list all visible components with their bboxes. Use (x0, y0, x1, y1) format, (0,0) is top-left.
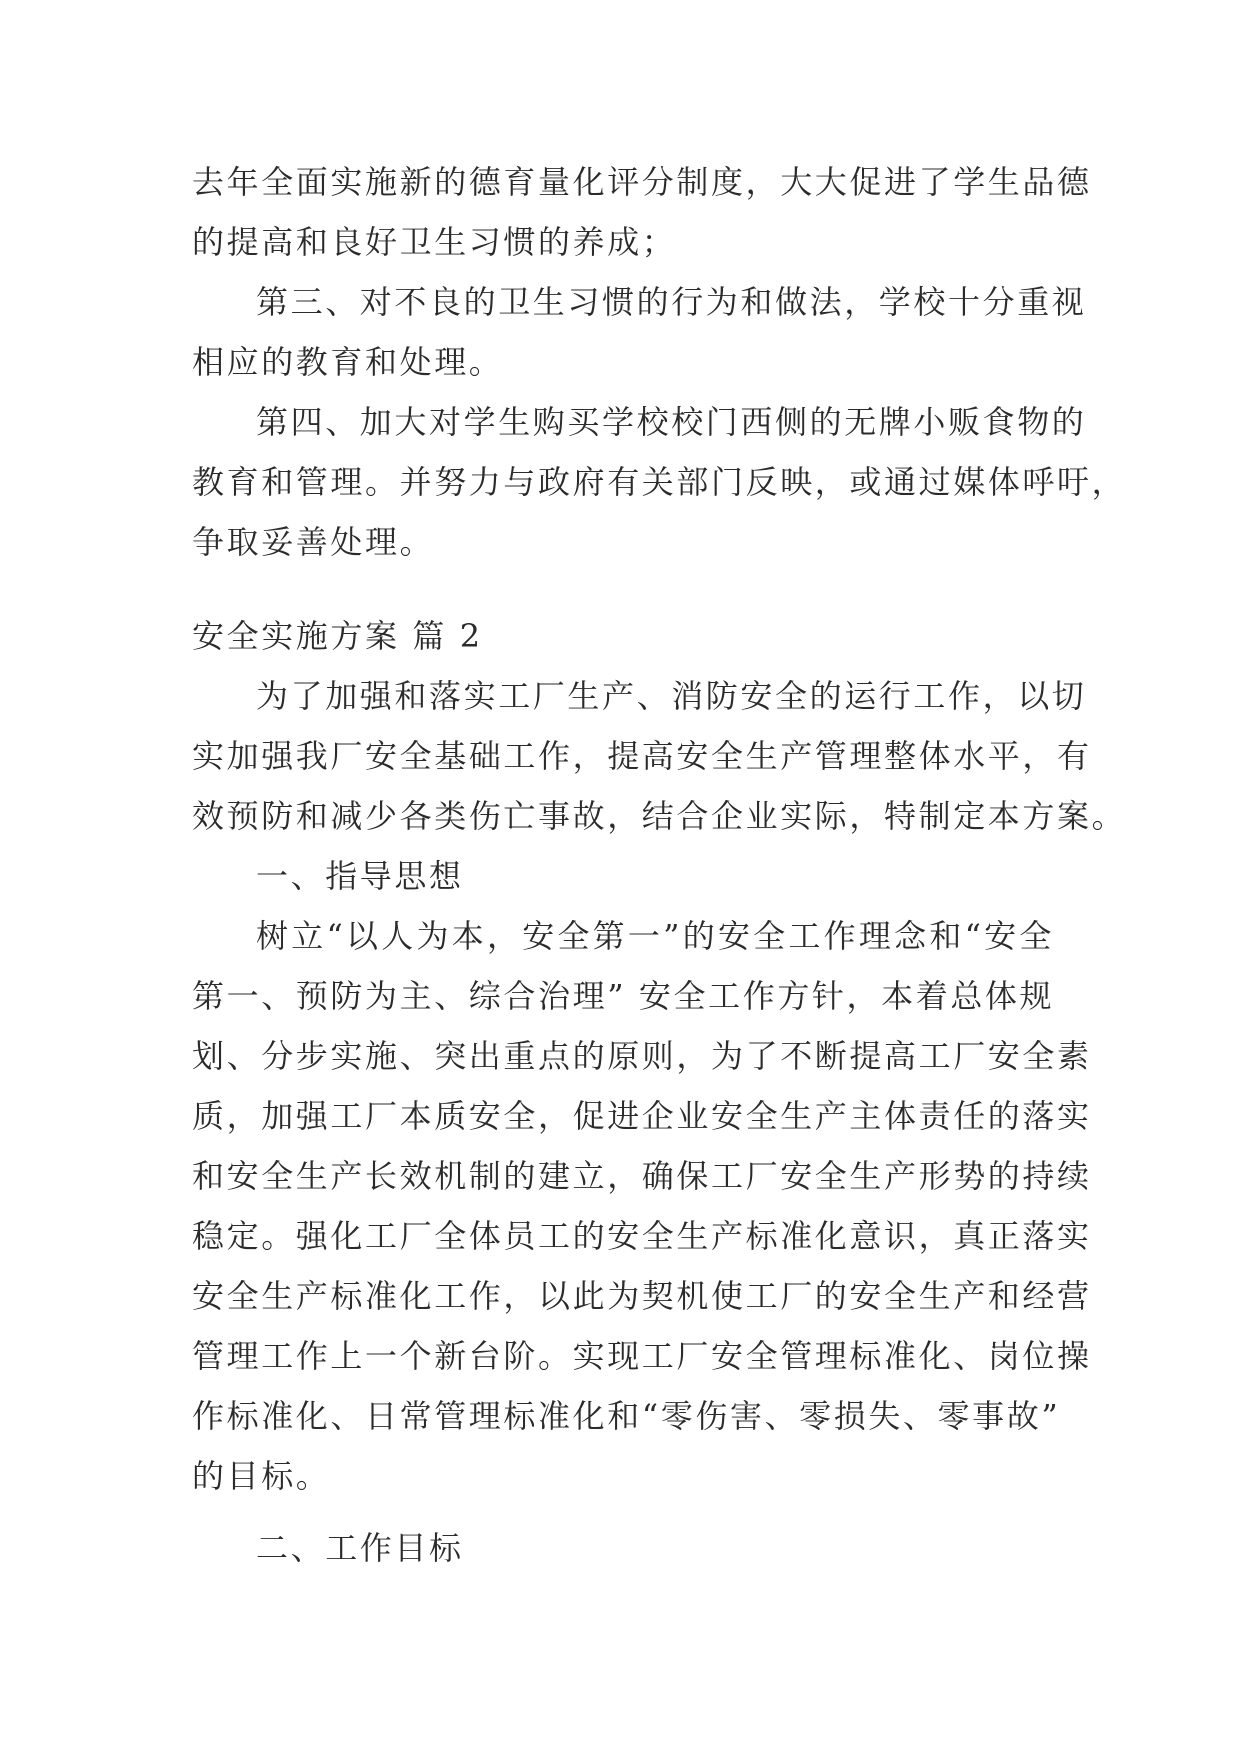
text-line: 第三、对不良的卫生习惯的行为和做法，学校十分重视 (256, 283, 1087, 321)
text-line: 效预防和减少各类伤亡事故，结合企业实际，特制定本方案。 (192, 797, 1127, 835)
text-line: 和安全生产长效机制的建立，确保工厂安全生产形势的持续 (192, 1157, 1092, 1195)
text-line: 争取妥善处理。 (192, 523, 435, 561)
paragraph-third (192, 272, 1087, 392)
paragraph-fourth (192, 392, 1127, 572)
text-line: 作标准化、日常管理标准化和“零伤害、零损失、零事故” (192, 1397, 1061, 1435)
text-line: 实加强我厂安全基础工作，提高安全生产管理整体水平，有 (192, 737, 1092, 775)
heading-work-goals: 二、工作目标 (256, 1529, 464, 1567)
text-line: 稳定。强化工厂全体员工的安全生产标准化意识，真正落实 (192, 1217, 1092, 1255)
section-spacer (192, 572, 1054, 606)
paragraph-spacer (192, 1506, 1054, 1518)
text-line: 的目标。 (192, 1457, 331, 1495)
text-line: 安全生产标准化工作，以此为契机使工厂的安全生产和经营 (192, 1277, 1092, 1315)
text-line: 去年全面实施新的德育量化评分制度，大大促进了学生品德 (192, 163, 1092, 201)
section-title: 安全实施方案 篇 2 (192, 617, 483, 655)
heading-guiding-ideology: 一、指导思想 (256, 857, 464, 895)
text-line: 树立“以人为本，安全第一”的安全工作理念和“安全 (256, 917, 1054, 955)
text-line: 相应的教育和处理。 (192, 343, 504, 381)
paragraph-previous (192, 152, 1092, 272)
text-line: 教育和管理。并努力与政府有关部门反映，或通过媒体呼吁， (192, 463, 1127, 501)
text-line: 划、分步实施、突出重点的原则，为了不断提高工厂安全素 (192, 1037, 1092, 1075)
text-line: 管理工作上一个新台阶。实现工厂安全管理标准化、岗位操 (192, 1337, 1092, 1375)
document-page (192, 152, 1127, 1578)
text-line: 第一、预防为主、综合治理” 安全工作方针，本着总体规 (192, 977, 1055, 1015)
paragraph-guiding (192, 906, 1092, 1506)
text-line: 第四、加大对学生购买学校校门西侧的无牌小贩食物的 (256, 403, 1087, 441)
text-line: 为了加强和落实工厂生产、消防安全的运行工作，以切 (256, 677, 1087, 715)
text-line: 的提高和良好卫生习惯的养成； (192, 223, 677, 261)
text-line: 质，加强工厂本质安全，促进企业安全生产主体责任的落实 (192, 1097, 1092, 1135)
paragraph-intro (192, 666, 1127, 846)
